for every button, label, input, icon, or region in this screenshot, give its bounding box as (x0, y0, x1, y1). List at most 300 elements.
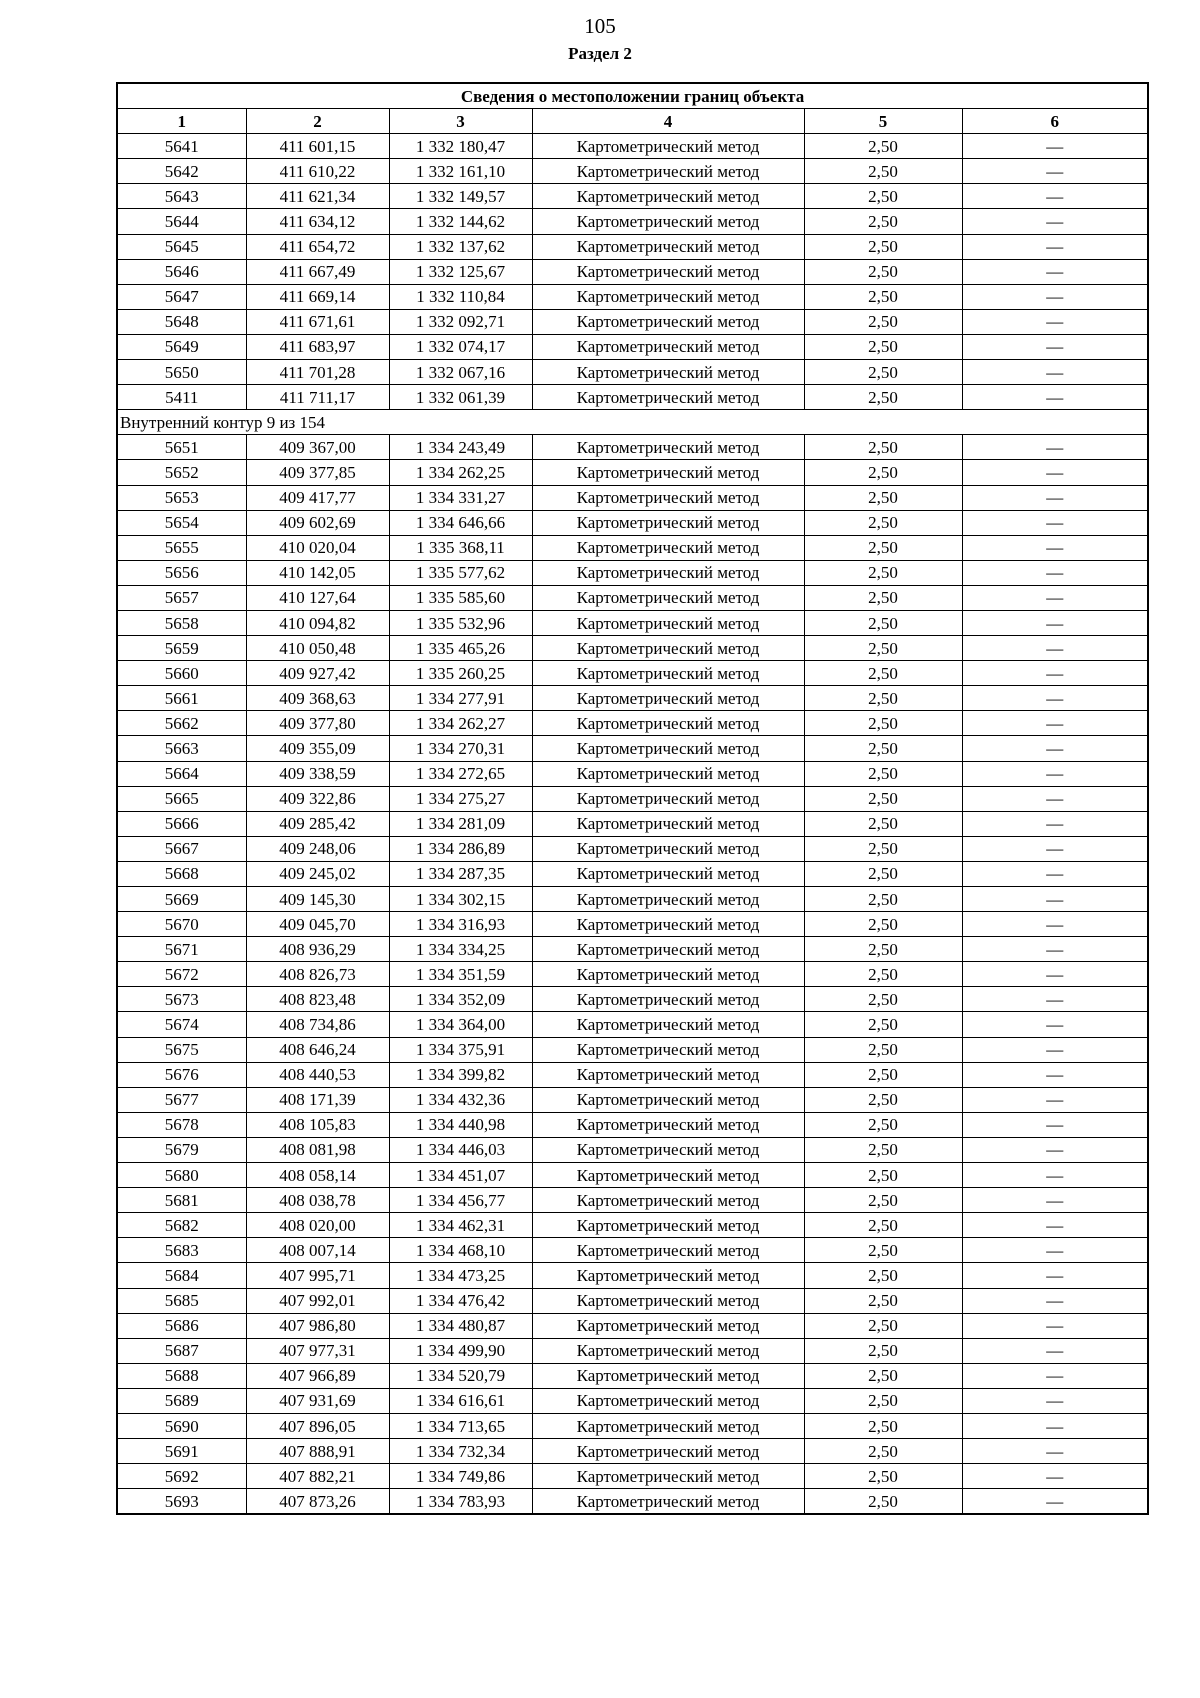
method-cell: Картометрический метод (532, 686, 804, 711)
point-number-cell: 5669 (117, 887, 246, 912)
method-cell: Картометрический метод (532, 1263, 804, 1288)
table-row (117, 209, 1148, 234)
point-number-cell: 5650 (117, 360, 246, 385)
point-number-cell: 5641 (117, 134, 246, 159)
note-cell: — (962, 1263, 1148, 1288)
method-cell: Картометрический метод (532, 1338, 804, 1363)
note-cell: — (962, 861, 1148, 886)
method-cell: Картометрический метод (532, 1112, 804, 1137)
y-coordinate-cell: 1 332 137,62 (389, 234, 532, 259)
point-number-cell: 5663 (117, 736, 246, 761)
y-coordinate-cell: 1 334 456,77 (389, 1188, 532, 1213)
y-coordinate-cell: 1 334 399,82 (389, 1062, 532, 1087)
y-coordinate-cell: 1 335 532,96 (389, 610, 532, 635)
table-title: Сведения о местоположении границ объекта (117, 83, 1148, 109)
table-row (117, 1137, 1148, 1162)
y-coordinate-cell: 1 334 302,15 (389, 887, 532, 912)
method-cell: Картометрический метод (532, 1188, 804, 1213)
point-number-cell: 5645 (117, 234, 246, 259)
accuracy-cell: 2,50 (804, 334, 962, 359)
table-row (117, 1037, 1148, 1062)
method-cell: Картометрический метод (532, 1238, 804, 1263)
point-number-cell: 5675 (117, 1037, 246, 1062)
x-coordinate-cell: 408 058,14 (246, 1163, 389, 1188)
method-cell: Картометрический метод (532, 987, 804, 1012)
x-coordinate-cell: 409 322,86 (246, 786, 389, 811)
note-cell: — (962, 1313, 1148, 1338)
y-coordinate-cell: 1 334 749,86 (389, 1464, 532, 1489)
method-cell: Картометрический метод (532, 209, 804, 234)
y-coordinate-cell: 1 332 161,10 (389, 159, 532, 184)
point-number-cell: 5692 (117, 1464, 246, 1489)
point-number-cell: 5680 (117, 1163, 246, 1188)
method-cell: Картометрический метод (532, 887, 804, 912)
method-cell: Картометрический метод (532, 284, 804, 309)
y-coordinate-cell: 1 334 468,10 (389, 1238, 532, 1263)
x-coordinate-cell: 407 995,71 (246, 1263, 389, 1288)
method-cell: Картометрический метод (532, 134, 804, 159)
x-coordinate-cell: 407 882,21 (246, 1464, 389, 1489)
table-row (117, 711, 1148, 736)
note-cell: — (962, 485, 1148, 510)
x-coordinate-cell: 408 007,14 (246, 1238, 389, 1263)
table-row (117, 1413, 1148, 1438)
y-coordinate-cell: 1 332 067,16 (389, 360, 532, 385)
note-cell: — (962, 1489, 1148, 1515)
method-cell: Картометрический метод (532, 836, 804, 861)
y-coordinate-cell: 1 334 480,87 (389, 1313, 532, 1338)
accuracy-cell: 2,50 (804, 636, 962, 661)
x-coordinate-cell: 408 105,83 (246, 1112, 389, 1137)
table-row (117, 460, 1148, 485)
method-cell: Картометрический метод (532, 485, 804, 510)
x-coordinate-cell: 409 285,42 (246, 811, 389, 836)
table-row (117, 334, 1148, 359)
table-row (117, 661, 1148, 686)
y-coordinate-cell: 1 334 316,93 (389, 912, 532, 937)
table-row (117, 134, 1148, 159)
x-coordinate-cell: 411 621,34 (246, 184, 389, 209)
column-header: 3 (389, 109, 532, 134)
x-coordinate-cell: 411 683,97 (246, 334, 389, 359)
note-cell: — (962, 1363, 1148, 1388)
y-coordinate-cell: 1 335 465,26 (389, 636, 532, 661)
accuracy-cell: 2,50 (804, 811, 962, 836)
note-cell: — (962, 1112, 1148, 1137)
method-cell: Картометрический метод (532, 385, 804, 410)
accuracy-cell: 2,50 (804, 1313, 962, 1338)
table-row (117, 1388, 1148, 1413)
section-row (117, 410, 1148, 435)
note-cell: — (962, 1288, 1148, 1313)
accuracy-cell: 2,50 (804, 1112, 962, 1137)
note-cell: — (962, 912, 1148, 937)
column-header: 6 (962, 109, 1148, 134)
note-cell: — (962, 711, 1148, 736)
y-coordinate-cell: 1 332 061,39 (389, 385, 532, 410)
accuracy-cell: 2,50 (804, 661, 962, 686)
y-coordinate-cell: 1 332 092,71 (389, 309, 532, 334)
accuracy-cell: 2,50 (804, 686, 962, 711)
point-number-cell: 5678 (117, 1112, 246, 1137)
accuracy-cell: 2,50 (804, 209, 962, 234)
accuracy-cell: 2,50 (804, 435, 962, 460)
method-cell: Картометрический метод (532, 159, 804, 184)
method-cell: Картометрический метод (532, 912, 804, 937)
x-coordinate-cell: 409 927,42 (246, 661, 389, 686)
method-cell: Картометрический метод (532, 661, 804, 686)
y-coordinate-cell: 1 334 262,25 (389, 460, 532, 485)
point-number-cell: 5689 (117, 1388, 246, 1413)
method-cell: Картометрический метод (532, 786, 804, 811)
method-cell: Картометрический метод (532, 736, 804, 761)
table-row (117, 1087, 1148, 1112)
note-cell: — (962, 1338, 1148, 1363)
y-coordinate-cell: 1 334 462,31 (389, 1213, 532, 1238)
accuracy-cell: 2,50 (804, 736, 962, 761)
point-number-cell: 5686 (117, 1313, 246, 1338)
accuracy-cell: 2,50 (804, 937, 962, 962)
table-row (117, 1263, 1148, 1288)
accuracy-cell: 2,50 (804, 259, 962, 284)
method-cell: Картометрический метод (532, 1137, 804, 1162)
note-cell: — (962, 1413, 1148, 1438)
x-coordinate-cell: 411 671,61 (246, 309, 389, 334)
accuracy-cell: 2,50 (804, 1213, 962, 1238)
table-row (117, 360, 1148, 385)
y-coordinate-cell: 1 334 520,79 (389, 1363, 532, 1388)
note-cell: — (962, 309, 1148, 334)
note-cell: — (962, 836, 1148, 861)
point-number-cell: 5691 (117, 1439, 246, 1464)
note-cell: — (962, 460, 1148, 485)
table-row (117, 284, 1148, 309)
table-row (117, 786, 1148, 811)
note-cell: — (962, 1062, 1148, 1087)
accuracy-cell: 2,50 (804, 309, 962, 334)
table-title-row (117, 83, 1148, 109)
note-cell: — (962, 209, 1148, 234)
table-row (117, 962, 1148, 987)
table-row (117, 1163, 1148, 1188)
note-cell: — (962, 761, 1148, 786)
accuracy-cell: 2,50 (804, 460, 962, 485)
point-number-cell: 5658 (117, 610, 246, 635)
point-number-cell: 5660 (117, 661, 246, 686)
note-cell: — (962, 360, 1148, 385)
x-coordinate-cell: 410 127,64 (246, 585, 389, 610)
x-coordinate-cell: 408 936,29 (246, 937, 389, 962)
point-number-cell: 5656 (117, 560, 246, 585)
note-cell: — (962, 560, 1148, 585)
y-coordinate-cell: 1 334 286,89 (389, 836, 532, 861)
note-cell: — (962, 284, 1148, 309)
accuracy-cell: 2,50 (804, 1087, 962, 1112)
column-header: 1 (117, 109, 246, 134)
accuracy-cell: 2,50 (804, 1388, 962, 1413)
point-number-cell: 5646 (117, 259, 246, 284)
note-cell: — (962, 887, 1148, 912)
x-coordinate-cell: 409 338,59 (246, 761, 389, 786)
point-number-cell: 5673 (117, 987, 246, 1012)
column-header: 2 (246, 109, 389, 134)
method-cell: Картометрический метод (532, 460, 804, 485)
boundary-table (116, 82, 1149, 1515)
point-number-cell: 5642 (117, 159, 246, 184)
accuracy-cell: 2,50 (804, 610, 962, 635)
point-number-cell: 5648 (117, 309, 246, 334)
point-number-cell: 5679 (117, 1137, 246, 1162)
note-cell: — (962, 1188, 1148, 1213)
table-row (117, 1313, 1148, 1338)
table-row (117, 836, 1148, 861)
x-coordinate-cell: 409 377,80 (246, 711, 389, 736)
point-number-cell: 5652 (117, 460, 246, 485)
table-row (117, 159, 1148, 184)
y-coordinate-cell: 1 334 334,25 (389, 937, 532, 962)
y-coordinate-cell: 1 334 281,09 (389, 811, 532, 836)
method-cell: Картометрический метод (532, 861, 804, 886)
table-row (117, 510, 1148, 535)
accuracy-cell: 2,50 (804, 761, 962, 786)
accuracy-cell: 2,50 (804, 385, 962, 410)
method-cell: Картометрический метод (532, 1313, 804, 1338)
x-coordinate-cell: 411 701,28 (246, 360, 389, 385)
x-coordinate-cell: 409 368,63 (246, 686, 389, 711)
x-coordinate-cell: 407 931,69 (246, 1388, 389, 1413)
accuracy-cell: 2,50 (804, 1188, 962, 1213)
accuracy-cell: 2,50 (804, 1489, 962, 1515)
accuracy-cell: 2,50 (804, 1464, 962, 1489)
point-number-cell: 5674 (117, 1012, 246, 1037)
y-coordinate-cell: 1 332 144,62 (389, 209, 532, 234)
y-coordinate-cell: 1 335 260,25 (389, 661, 532, 686)
point-number-cell: 5682 (117, 1213, 246, 1238)
point-number-cell: 5644 (117, 209, 246, 234)
x-coordinate-cell: 411 654,72 (246, 234, 389, 259)
method-cell: Картометрический метод (532, 1413, 804, 1438)
point-number-cell: 5670 (117, 912, 246, 937)
point-number-cell: 5659 (117, 636, 246, 661)
x-coordinate-cell: 409 045,70 (246, 912, 389, 937)
accuracy-cell: 2,50 (804, 1037, 962, 1062)
accuracy-cell: 2,50 (804, 1012, 962, 1037)
method-cell: Картометрический метод (532, 761, 804, 786)
accuracy-cell: 2,50 (804, 1238, 962, 1263)
table-body (117, 134, 1148, 1515)
point-number-cell: 5672 (117, 962, 246, 987)
method-cell: Картометрический метод (532, 535, 804, 560)
y-coordinate-cell: 1 334 287,35 (389, 861, 532, 886)
x-coordinate-cell: 408 020,00 (246, 1213, 389, 1238)
accuracy-cell: 2,50 (804, 1062, 962, 1087)
x-coordinate-cell: 411 669,14 (246, 284, 389, 309)
x-coordinate-cell: 409 355,09 (246, 736, 389, 761)
point-number-cell: 5693 (117, 1489, 246, 1515)
note-cell: — (962, 510, 1148, 535)
accuracy-cell: 2,50 (804, 560, 962, 585)
method-cell: Картометрический метод (532, 184, 804, 209)
table-row (117, 1439, 1148, 1464)
method-cell: Картометрический метод (532, 1087, 804, 1112)
x-coordinate-cell: 409 417,77 (246, 485, 389, 510)
point-number-cell: 5668 (117, 861, 246, 886)
accuracy-cell: 2,50 (804, 585, 962, 610)
table-row (117, 1012, 1148, 1037)
y-coordinate-cell: 1 332 180,47 (389, 134, 532, 159)
accuracy-cell: 2,50 (804, 284, 962, 309)
y-coordinate-cell: 1 334 473,25 (389, 1263, 532, 1288)
x-coordinate-cell: 410 142,05 (246, 560, 389, 585)
y-coordinate-cell: 1 334 272,65 (389, 761, 532, 786)
method-cell: Картометрический метод (532, 962, 804, 987)
table-row (117, 912, 1148, 937)
method-cell: Картометрический метод (532, 309, 804, 334)
column-header: 5 (804, 109, 962, 134)
note-cell: — (962, 1439, 1148, 1464)
table-row (117, 1062, 1148, 1087)
table-row (117, 1213, 1148, 1238)
method-cell: Картометрический метод (532, 435, 804, 460)
x-coordinate-cell: 408 734,86 (246, 1012, 389, 1037)
table-row (117, 309, 1148, 334)
point-number-cell: 5690 (117, 1413, 246, 1438)
method-cell: Картометрический метод (532, 636, 804, 661)
table-row (117, 1464, 1148, 1489)
note-cell: — (962, 987, 1148, 1012)
accuracy-cell: 2,50 (804, 962, 962, 987)
x-coordinate-cell: 408 038,78 (246, 1188, 389, 1213)
y-coordinate-cell: 1 334 432,36 (389, 1087, 532, 1112)
table-row (117, 1288, 1148, 1313)
table-row (117, 184, 1148, 209)
y-coordinate-cell: 1 334 446,03 (389, 1137, 532, 1162)
note-cell: — (962, 259, 1148, 284)
table-row (117, 1188, 1148, 1213)
note-cell: — (962, 661, 1148, 686)
table-row (117, 1112, 1148, 1137)
x-coordinate-cell: 407 977,31 (246, 1338, 389, 1363)
table-row (117, 1338, 1148, 1363)
point-number-cell: 5649 (117, 334, 246, 359)
x-coordinate-cell: 408 823,48 (246, 987, 389, 1012)
y-coordinate-cell: 1 335 577,62 (389, 560, 532, 585)
point-number-cell: 5667 (117, 836, 246, 861)
column-header-row (117, 109, 1148, 134)
accuracy-cell: 2,50 (804, 535, 962, 560)
note-cell: — (962, 435, 1148, 460)
method-cell: Картометрический метод (532, 711, 804, 736)
y-coordinate-cell: 1 334 262,27 (389, 711, 532, 736)
note-cell: — (962, 385, 1148, 410)
y-coordinate-cell: 1 334 451,07 (389, 1163, 532, 1188)
accuracy-cell: 2,50 (804, 360, 962, 385)
accuracy-cell: 2,50 (804, 1137, 962, 1162)
y-coordinate-cell: 1 334 375,91 (389, 1037, 532, 1062)
x-coordinate-cell: 411 601,15 (246, 134, 389, 159)
table-row (117, 937, 1148, 962)
note-cell: — (962, 962, 1148, 987)
x-coordinate-cell: 409 602,69 (246, 510, 389, 535)
x-coordinate-cell: 408 646,24 (246, 1037, 389, 1062)
point-number-cell: 5666 (117, 811, 246, 836)
note-cell: — (962, 610, 1148, 635)
table-row (117, 485, 1148, 510)
point-number-cell: 5647 (117, 284, 246, 309)
x-coordinate-cell: 411 610,22 (246, 159, 389, 184)
y-coordinate-cell: 1 334 476,42 (389, 1288, 532, 1313)
method-cell: Картометрический метод (532, 560, 804, 585)
section-label: Внутренний контур 9 из 154 (117, 410, 1148, 435)
accuracy-cell: 2,50 (804, 861, 962, 886)
method-cell: Картометрический метод (532, 510, 804, 535)
x-coordinate-cell: 408 440,53 (246, 1062, 389, 1087)
table-row (117, 385, 1148, 410)
table-row (117, 761, 1148, 786)
accuracy-cell: 2,50 (804, 1338, 962, 1363)
y-coordinate-cell: 1 334 732,34 (389, 1439, 532, 1464)
note-cell: — (962, 1238, 1148, 1263)
table-row (117, 811, 1148, 836)
column-header: 4 (532, 109, 804, 134)
y-coordinate-cell: 1 334 352,09 (389, 987, 532, 1012)
note-cell: — (962, 786, 1148, 811)
x-coordinate-cell: 407 992,01 (246, 1288, 389, 1313)
note-cell: — (962, 1087, 1148, 1112)
x-coordinate-cell: 408 171,39 (246, 1087, 389, 1112)
x-coordinate-cell: 407 888,91 (246, 1439, 389, 1464)
x-coordinate-cell: 407 986,80 (246, 1313, 389, 1338)
x-coordinate-cell: 410 020,04 (246, 535, 389, 560)
note-cell: — (962, 334, 1148, 359)
y-coordinate-cell: 1 334 270,31 (389, 736, 532, 761)
y-coordinate-cell: 1 334 783,93 (389, 1489, 532, 1515)
x-coordinate-cell: 409 248,06 (246, 836, 389, 861)
x-coordinate-cell: 407 896,05 (246, 1413, 389, 1438)
note-cell: — (962, 234, 1148, 259)
y-coordinate-cell: 1 334 364,00 (389, 1012, 532, 1037)
accuracy-cell: 2,50 (804, 987, 962, 1012)
point-number-cell: 5671 (117, 937, 246, 962)
method-cell: Картометрический метод (532, 1062, 804, 1087)
table-row (117, 736, 1148, 761)
method-cell: Картометрический метод (532, 234, 804, 259)
note-cell: — (962, 585, 1148, 610)
note-cell: — (962, 134, 1148, 159)
y-coordinate-cell: 1 334 499,90 (389, 1338, 532, 1363)
accuracy-cell: 2,50 (804, 1263, 962, 1288)
table-row (117, 686, 1148, 711)
method-cell: Картометрический метод (532, 334, 804, 359)
table-row (117, 861, 1148, 886)
accuracy-cell: 2,50 (804, 159, 962, 184)
x-coordinate-cell: 409 145,30 (246, 887, 389, 912)
y-coordinate-cell: 1 334 713,65 (389, 1413, 532, 1438)
point-number-cell: 5655 (117, 535, 246, 560)
accuracy-cell: 2,50 (804, 711, 962, 736)
y-coordinate-cell: 1 334 440,98 (389, 1112, 532, 1137)
point-number-cell: 5651 (117, 435, 246, 460)
note-cell: — (962, 1163, 1148, 1188)
point-number-cell: 5681 (117, 1188, 246, 1213)
table-row (117, 560, 1148, 585)
y-coordinate-cell: 1 334 243,49 (389, 435, 532, 460)
method-cell: Картометрический метод (532, 1489, 804, 1515)
accuracy-cell: 2,50 (804, 786, 962, 811)
y-coordinate-cell: 1 334 275,27 (389, 786, 532, 811)
table-row (117, 1238, 1148, 1263)
x-coordinate-cell: 411 634,12 (246, 209, 389, 234)
